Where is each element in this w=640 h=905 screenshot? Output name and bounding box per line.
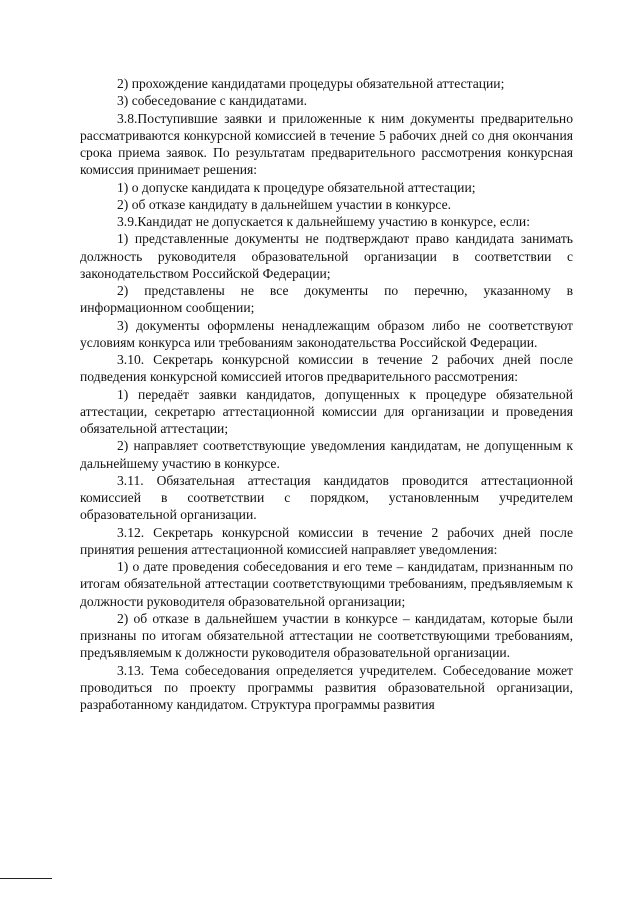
document-page bbox=[80, 75, 573, 713]
clause-3-8: 3.8.Поступившие заявки и приложенные к ним документы предварительно рассматриваются конкурсной комиссией в течение 5 рабочих дней со дня окончания срока приема заявок. По результатам предварительного рассмотрения конкурсная комиссия принимает решения: bbox=[80, 110, 573, 178]
list-item: 2) об отказе кандидату в дальнейшем участии в конкурсе. bbox=[117, 196, 452, 212]
list-item: 2) об отказе в дальнейшем участии в конкурсе – кандидатам, которые были признаны по итогам обязательной аттестации не соответствующими требованиям, предъявляемым к должности руководителя образовательной организации. bbox=[80, 610, 573, 661]
list-item: 2) представлены не все документы по перечню, указанному в информационном сообщении; bbox=[80, 283, 573, 316]
list-item: 1) передаёт заявки кандидатов, допущенных к процедуре обязательной аттестации, секретарю аттестационной комиссии для организации и проведения обязательной аттестации; bbox=[80, 386, 573, 436]
clause-3-9: 3.9.Кандидат не допускается к дальнейшему участию в конкурсе, если: bbox=[117, 214, 530, 229]
footnote-rule bbox=[0, 878, 52, 879]
clause-3-13: 3.13. Тема собеседования определяется учредителем. Собеседование может проводиться по проекту программы развития образовательной организации, разработанному кандидатом. Структура программы развития bbox=[80, 662, 573, 712]
list-item: 3) собеседование с кандидатами. bbox=[117, 93, 308, 109]
list-item: 2) прохождение кандидатами процедуры обязательной аттестации; bbox=[117, 76, 505, 91]
clause-3-11: 3.11. Обязательная аттестация кандидатов проводится аттестационной комиссией в соответствии с порядком, установленным учредителем образовательной организации. bbox=[80, 472, 573, 523]
list-item: 3) документы оформлены ненадлежащим образом либо не соответствуют условиям конкурса или требованиям законодательства Российской Федерации. bbox=[80, 317, 573, 350]
list-item: 2) направляет соответствующие уведомления кандидатам, не допущенным к дальнейшему участию в конкурсе. bbox=[80, 438, 573, 471]
list-item: 1) представленные документы не подтверждают право кандидата занимать должность руководителя образовательной организации в соответствии с законодательством Российской Федерации; bbox=[80, 231, 573, 281]
clause-3-12: 3.12. Секретарь конкурсной комиссии в течение 2 рабочих дней после принятия решения аттестационной комиссией направляет уведомления: bbox=[80, 524, 573, 557]
clause-3-10: 3.10. Секретарь конкурсной комиссии в течение 2 рабочих дней после подведения конкурсной комиссией итогов предварительного рассмотрения: bbox=[80, 352, 573, 385]
list-item: 1) о дате проведения собеседования и его теме – кандидатам, признанным по итогам обязательной аттестации соответствующими требованиям, предъявляемым к должности руководителя образовательной организации; bbox=[80, 559, 573, 609]
list-item: 1) о допуске кандидата к процедуре обязательной аттестации; bbox=[117, 179, 476, 195]
